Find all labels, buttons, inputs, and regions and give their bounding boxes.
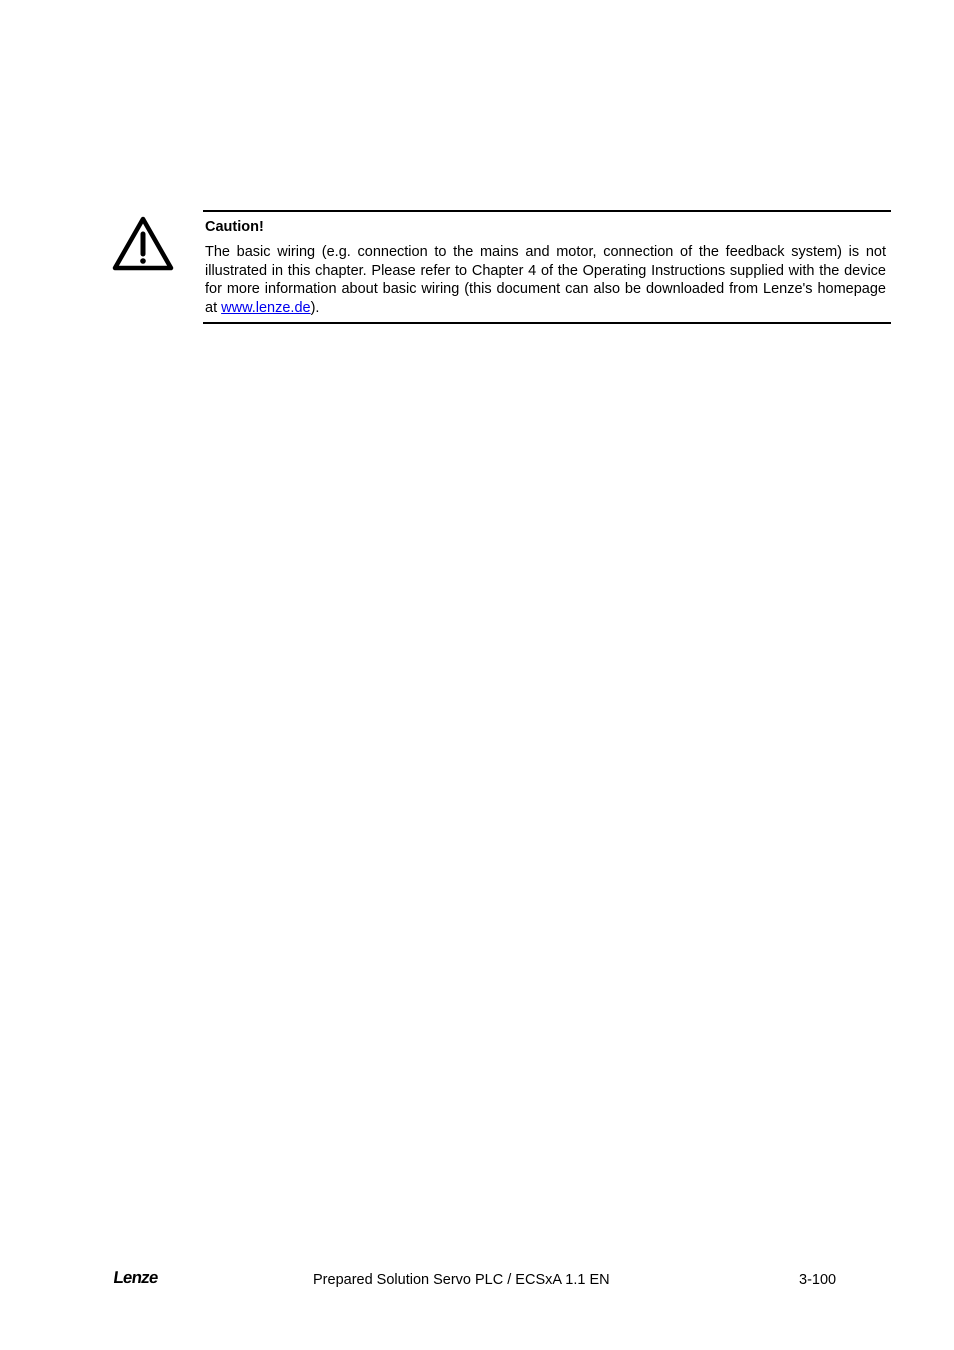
caution-text-end: ). xyxy=(310,299,320,316)
footer-document-title: Prepared Solution Servo PLC / ECSxA 1.1 EN xyxy=(313,1272,610,1288)
lenze-homepage-link[interactable]: www.lenze.de xyxy=(221,299,311,316)
caution-notice xyxy=(203,210,891,324)
warning-triangle-icon xyxy=(111,214,175,272)
lenze-logo: Lenze xyxy=(112,1268,159,1287)
caution-text xyxy=(205,243,886,317)
caution-text-main: The basic wiring (e.g. connection to the mains and motor, connection of the feedback system) is not illustrated in this chapter. Please refer to Chapter 4 of the Operating Instructions supplied with the device for more information about basic wiring (this document can also be downloaded from Lenze's homepage at xyxy=(205,244,886,316)
caution-title: Caution! xyxy=(205,219,264,235)
page-number: 3-100 xyxy=(799,1272,837,1288)
